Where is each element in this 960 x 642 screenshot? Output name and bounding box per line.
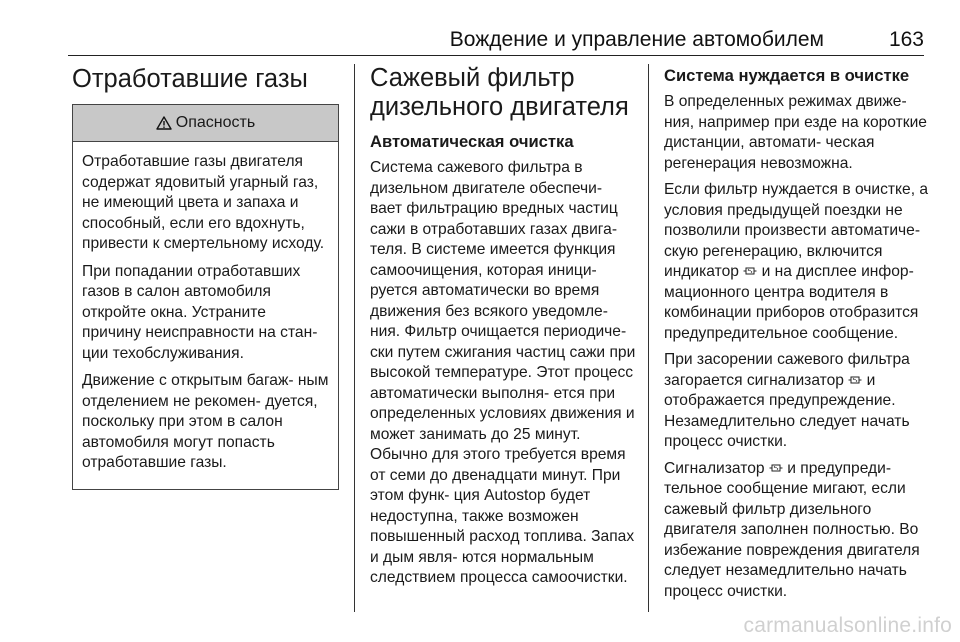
diesel-particulate-filter-icon bbox=[743, 265, 757, 277]
body-paragraph bbox=[664, 459, 932, 603]
body-paragraph: Система сажевого фильтра в дизельном двигателе обеспечи- вает фильтрацию вредных частиц сажи в отработавших газах двига- теля. В системе имеется функция самоочищения, которая иници- руется автоматически во время движения без всякого уведомле- ния. Фильтр очищается периодиче- ски путем сжигания частиц сажи при высокой температуре. Этот процесс автоматически выполня- ется при определенных условиях движения и может занимать до 25 минут. Обычно для этого требуется время от семи до двенадцати минут. При этом функ- ция Autostop будет недоступна, также возможен повышенный расход топлива. Запах и дым явля- ются нормальным следствием процесса самоочистки. bbox=[370, 159, 636, 586]
danger-box-title: Опасность bbox=[175, 114, 256, 131]
column-exhaust-gases bbox=[72, 64, 340, 490]
text-run: Если фильтр нуждается в очистке, а условия предыдущей поездки не позволили произвести автоматиче- скую регенерацию, включится индикатор bbox=[664, 181, 929, 280]
warning-triangle-icon bbox=[156, 116, 172, 130]
danger-paragraph: Отработавшие газы двигателя содержат ядовитый угарный газ, не имеющий цвета и запаха и способный, если его вдохнуть, привести к смертельному исходу. bbox=[82, 153, 325, 252]
page-header bbox=[68, 22, 924, 56]
danger-paragraph: При попадании отработавших газов в салон автомобиля откройте окна. Устраните причину неисправности на стан- ции техобслуживания. bbox=[82, 262, 318, 362]
section-heading: Отработавшие газы bbox=[72, 65, 308, 93]
text-run: и отображается предупреждение. Незамедлительно следует начать процесс очистки. bbox=[664, 371, 910, 450]
text-run: Сигнализатор bbox=[664, 459, 769, 477]
danger-paragraph: Движение с открытым багаж- ным отделением не рекомен- дуется, поскольку при этом в салон автомобиля могут попасть отработавшие газы. bbox=[82, 372, 329, 471]
header-title: Вождение и управление автомобилем bbox=[449, 28, 824, 51]
text-run: и на дисплее инфор- мационного центра водителя в комбинации приборов отобразится предупредительное сообщение. bbox=[664, 263, 919, 342]
danger-box-header bbox=[73, 105, 338, 142]
danger-box bbox=[72, 104, 339, 490]
diesel-particulate-filter-icon bbox=[848, 374, 862, 386]
subsection-heading: Автоматическая очистка bbox=[370, 132, 574, 151]
header-rule bbox=[68, 55, 924, 56]
text-run: и предупреди- тельное сообщение мигают, если сажевый фильтр дизельного двигателя заполнен полностью. Во избежание повреждения двигателя следует незамедлительно начать процесс очистки. bbox=[664, 459, 920, 600]
text-run: При засорении сажевого фильтра загорается сигнализатор bbox=[664, 351, 910, 389]
column-diesel-particulate-filter bbox=[370, 64, 636, 595]
section-heading: Сажевый фильтр дизельного двигателя bbox=[370, 64, 629, 121]
column-cleaning-required bbox=[664, 64, 932, 608]
column-divider bbox=[354, 64, 355, 612]
body-paragraph bbox=[664, 180, 932, 344]
column-divider bbox=[648, 64, 649, 612]
body-paragraph bbox=[664, 350, 932, 453]
body-paragraph: В определенных режимах движе- ния, например при езде на короткие дистанции, автомати- ческая регенерация невозможна. bbox=[664, 93, 927, 172]
subsection-heading: Система нуждается в очистке bbox=[664, 66, 910, 85]
danger-box-body bbox=[73, 142, 338, 489]
watermark: carmanualsonline.info bbox=[743, 614, 952, 637]
diesel-particulate-filter-icon bbox=[769, 462, 783, 474]
page-number: 163 bbox=[888, 28, 924, 51]
